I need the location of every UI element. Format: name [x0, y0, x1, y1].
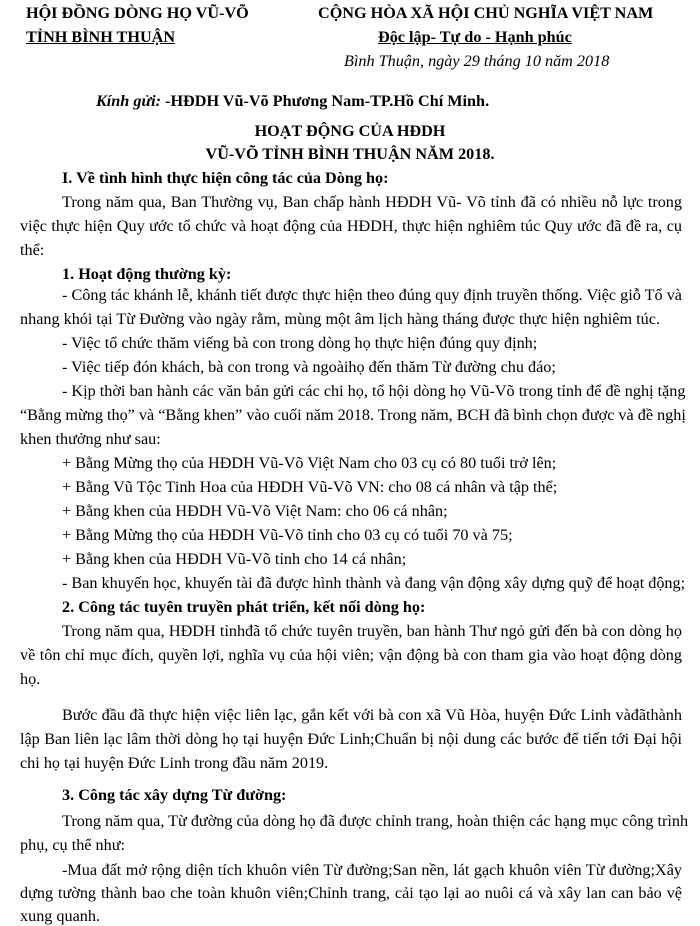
- sub1-line: - Ban khuyến học, khuyến tài đã được hình thành và đang vận động xây dựng quỹ để hoạt động;: [62, 574, 686, 592]
- sub3-heading: 3. Công tác xây dựng Từ đường:: [62, 786, 287, 804]
- sub1-line: - Việc tiếp đón khách, bà con trong và ngoàihọ đến thăm Từ đường chu đáo;: [62, 358, 556, 376]
- org-province: TỈNH BÌNH THUẬN: [26, 28, 176, 46]
- sub1-line: nhang khói tại Từ Đường vào ngày rằm, mùng một âm lịch hàng tháng được thực hiện nghiêm túc.: [20, 310, 660, 328]
- section1-intro-line: Trong năm qua, Ban Thường vụ, Ban chấp hành HĐDH Vũ- Võ tỉnh đã có nhiều nỗ lực trong: [62, 193, 682, 211]
- sub3-para2-line: dựng tường thành bao che toàn khuôn viên;Chỉnh trang, cải tạo lại ao nuôi cá và xây lan can bảo vệ: [20, 884, 682, 902]
- sub1-line: khen thưởng như sau:: [20, 430, 161, 448]
- sub2-para2-line: lập Ban liên lạc lâm thời dòng họ tại huyện Đức Linh;Chuẩn bị nội dung các bước để tiến tới Đại hội: [20, 730, 682, 748]
- sub3-para2-line: -Mua đất mở rộng diện tích khuôn viên Từ đường;San nền, lát gạch khuôn viên Từ đường;Xây: [62, 861, 682, 879]
- section1-intro-line: việc thực hiện Quy ước tổ chức và hoạt động của HĐDH, thực hiện nghiêm túc Quy ước đã đề ra, cụ: [20, 217, 682, 235]
- recipient-text: -HĐDH Vũ-Võ Phương Nam-TP.Hồ Chí Minh.: [161, 92, 490, 110]
- sub2-para2-line: chi họ tại huyện Đức Linh trong đầu năm 2019.: [20, 754, 329, 772]
- sub1-line: “Bằng mừng thọ” và “Bằng khen” vào cuối năm 2018. Trong năm, BCH đã bình chọn được và đề nghị: [20, 406, 686, 424]
- sub3-para1-line: phụ, cụ thể như:: [20, 836, 125, 854]
- sub1-line: + Bằng khen của HĐDH Vũ-Võ tỉnh cho 14 cá nhân;: [62, 550, 407, 568]
- sub1-line: + Bằng Mừng thọ của HĐDH Vũ-Võ tỉnh cho 03 cụ có tuổi 70 và 75;: [62, 526, 513, 544]
- document-title-line1: HOẠT ĐỘNG CỦA HĐDH: [254, 122, 446, 140]
- sub1-line: + Bằng khen của HĐDH Vũ-Võ Việt Nam: cho 06 cá nhân;: [62, 502, 448, 520]
- sub2-para1-line: họ.: [20, 670, 41, 688]
- nation-title: CỘNG HÒA XÃ HỘI CHỦ NGHĨA VIỆT NAM: [318, 4, 654, 22]
- sub1-line: - Công tác khánh lễ, khánh tiết được thực hiện theo đúng quy định truyền thống. Việc giỗ Tổ và: [62, 286, 682, 304]
- sub1-line: + Bằng Vũ Tộc Tinh Hoa của HĐDH Vũ-Võ VN: cho 08 cá nhân và tập thể;: [62, 478, 558, 496]
- motto: Độc lập- Tự do - Hạnh phúc: [378, 28, 572, 46]
- sub2-para1-line: Trong năm qua, HĐDH tỉnhđã tổ chức tuyên truyền, ban hành Thư ngỏ gửi đến bà con dòng họ: [62, 622, 682, 640]
- sub1-line: - Kịp thời ban hành các văn bản gửi các chi họ, tổ hội dòng họ Vũ-Võ trong tỉnh để đề nghị tặng: [62, 382, 686, 400]
- sub3-para1-line: Trong năm qua, Từ đường của dòng họ đã được chỉnh trang, hoàn thiện các hạng mục công trình: [62, 812, 689, 830]
- recipient-line: [96, 92, 489, 111]
- document-title-line2: VŨ-VÕ TỈNH BÌNH THUẬN NĂM 2018.: [205, 145, 495, 163]
- section1-intro-line: thể:: [20, 241, 45, 259]
- sub2-heading: 2. Công tác tuyên truyền phát triển, kết nối dòng họ:: [62, 598, 426, 616]
- place-date: Bình Thuận, ngày 29 tháng 10 năm 2018: [344, 52, 610, 70]
- sub1-line: + Bằng Mừng thọ của HĐDH Vũ-Võ Việt Nam cho 03 cụ có 80 tuổi trở lên;: [62, 454, 557, 472]
- org-name: HỘI ĐỒNG DÒNG HỌ VŨ-VÕ: [26, 4, 249, 22]
- sub2-para1-line: về tôn chỉ mục đích, quyền lợi, nghĩa vụ của hội viên; vận động bà con tham gia vào hoạt động dòng: [20, 646, 682, 664]
- sub3-para2-line: xung quanh.: [20, 907, 101, 925]
- sub2-para2-line: Bước đầu đã thực hiện việc liên lạc, gắn kết với bà con xã Vũ Hòa, huyện Đức Linh vàđãthành: [62, 706, 682, 724]
- section1-heading: I. Về tình hình thực hiện công tác của Dòng họ:: [62, 169, 389, 187]
- sub1-line: - Việc tổ chức thăm viếng bà con trong dòng họ thực hiện đúng quy định;: [62, 334, 538, 352]
- sub1-heading: 1. Hoạt động thường kỳ:: [62, 265, 232, 283]
- recipient-label: Kính gửi:: [96, 92, 162, 110]
